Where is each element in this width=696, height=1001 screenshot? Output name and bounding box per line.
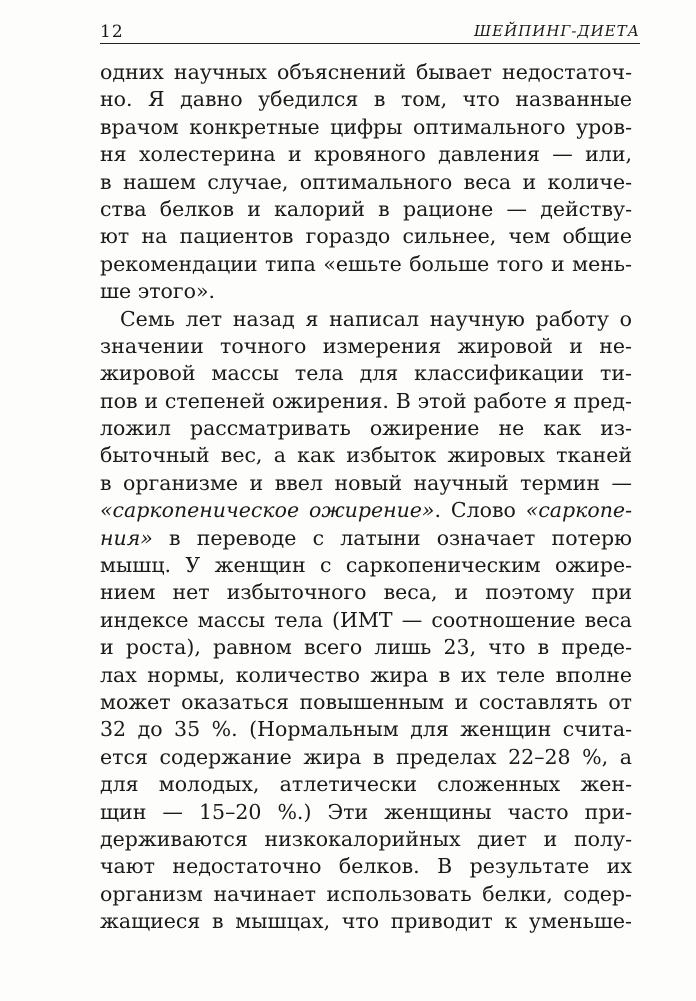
text-line: и роста), равном всего лишь 23, что в преде- xyxy=(100,635,632,660)
text-line: для молодых, атлетически сложенных жен- xyxy=(100,772,632,797)
text-line: рекомендации типа «ешьте больше того и мень- xyxy=(100,251,632,276)
text-line: индексе массы тела (ИМТ — соотношение веса xyxy=(100,607,632,632)
text-line: жировой массы тела для классификации ти- xyxy=(100,361,632,386)
page-header xyxy=(100,22,640,42)
text-line: пов и степеней ожирения. В этой работе я пред- xyxy=(100,388,632,413)
running-title: ШЕЙПИНГ-ДИЕТА xyxy=(474,22,640,40)
text-line: «саркопеническое ожирение». Слово «саркопе- xyxy=(100,498,632,523)
text-line: значении точного измерения жировой и не- xyxy=(100,333,632,358)
text-line: Семь лет назад я написал научную работу о xyxy=(120,306,632,331)
text-line: лах нормы, количество жира в их теле вполне xyxy=(100,662,632,687)
text-line: в нашем случае, оптимального веса и количе- xyxy=(100,169,632,194)
text-line: чают недостаточно белков. В результате их xyxy=(100,854,632,879)
text-line: но. Я давно убедился в том, что названные xyxy=(100,87,632,112)
text-line: может оказаться повышенным и составлять от xyxy=(100,689,632,714)
body-text xyxy=(100,59,632,936)
text-line: держиваются низкокалорийных диет и полу- xyxy=(100,826,632,851)
text-line: ня холестерина и кровяного давления — или, xyxy=(100,142,632,167)
text-line: ложил рассматривать ожирение не как из- xyxy=(100,416,632,441)
text-line: ют на пациентов гораздо сильнее, чем общие xyxy=(100,224,632,249)
page-number: 12 xyxy=(100,22,124,42)
text-line: мышц. У женщин с саркопеническим ожире- xyxy=(100,553,632,578)
text-line: организм начинает использовать белки, содер- xyxy=(100,881,632,906)
text-line: ния» в переводе с латыни означает потерю xyxy=(100,525,632,550)
text-line: 32 до 35 %. (Нормальным для женщин счита- xyxy=(100,717,632,742)
header-rule xyxy=(100,43,640,44)
text-line: ства белков и калорий в рационе — действу- xyxy=(100,196,632,221)
text-line: ше этого». xyxy=(100,279,216,304)
text-line: щин — 15–20 %.) Эти женщины часто при- xyxy=(100,799,632,824)
text-line: одних научных объяснений бывает недостаточ- xyxy=(100,60,632,84)
text-line: в организме и ввел новый научный термин — xyxy=(100,470,632,495)
text-line: жащиеся в мышцах, что приводит к уменьше- xyxy=(100,909,632,934)
text-line: врачом конкретные цифры оптимального уров- xyxy=(100,114,632,139)
text-line: ется содержание жира в пределах 22–28 %, а xyxy=(100,744,632,769)
text-line: нием нет избыточного веса, и поэтому при xyxy=(100,580,632,605)
text-line: быточный вес, а как избыток жировых тканей xyxy=(100,443,632,468)
